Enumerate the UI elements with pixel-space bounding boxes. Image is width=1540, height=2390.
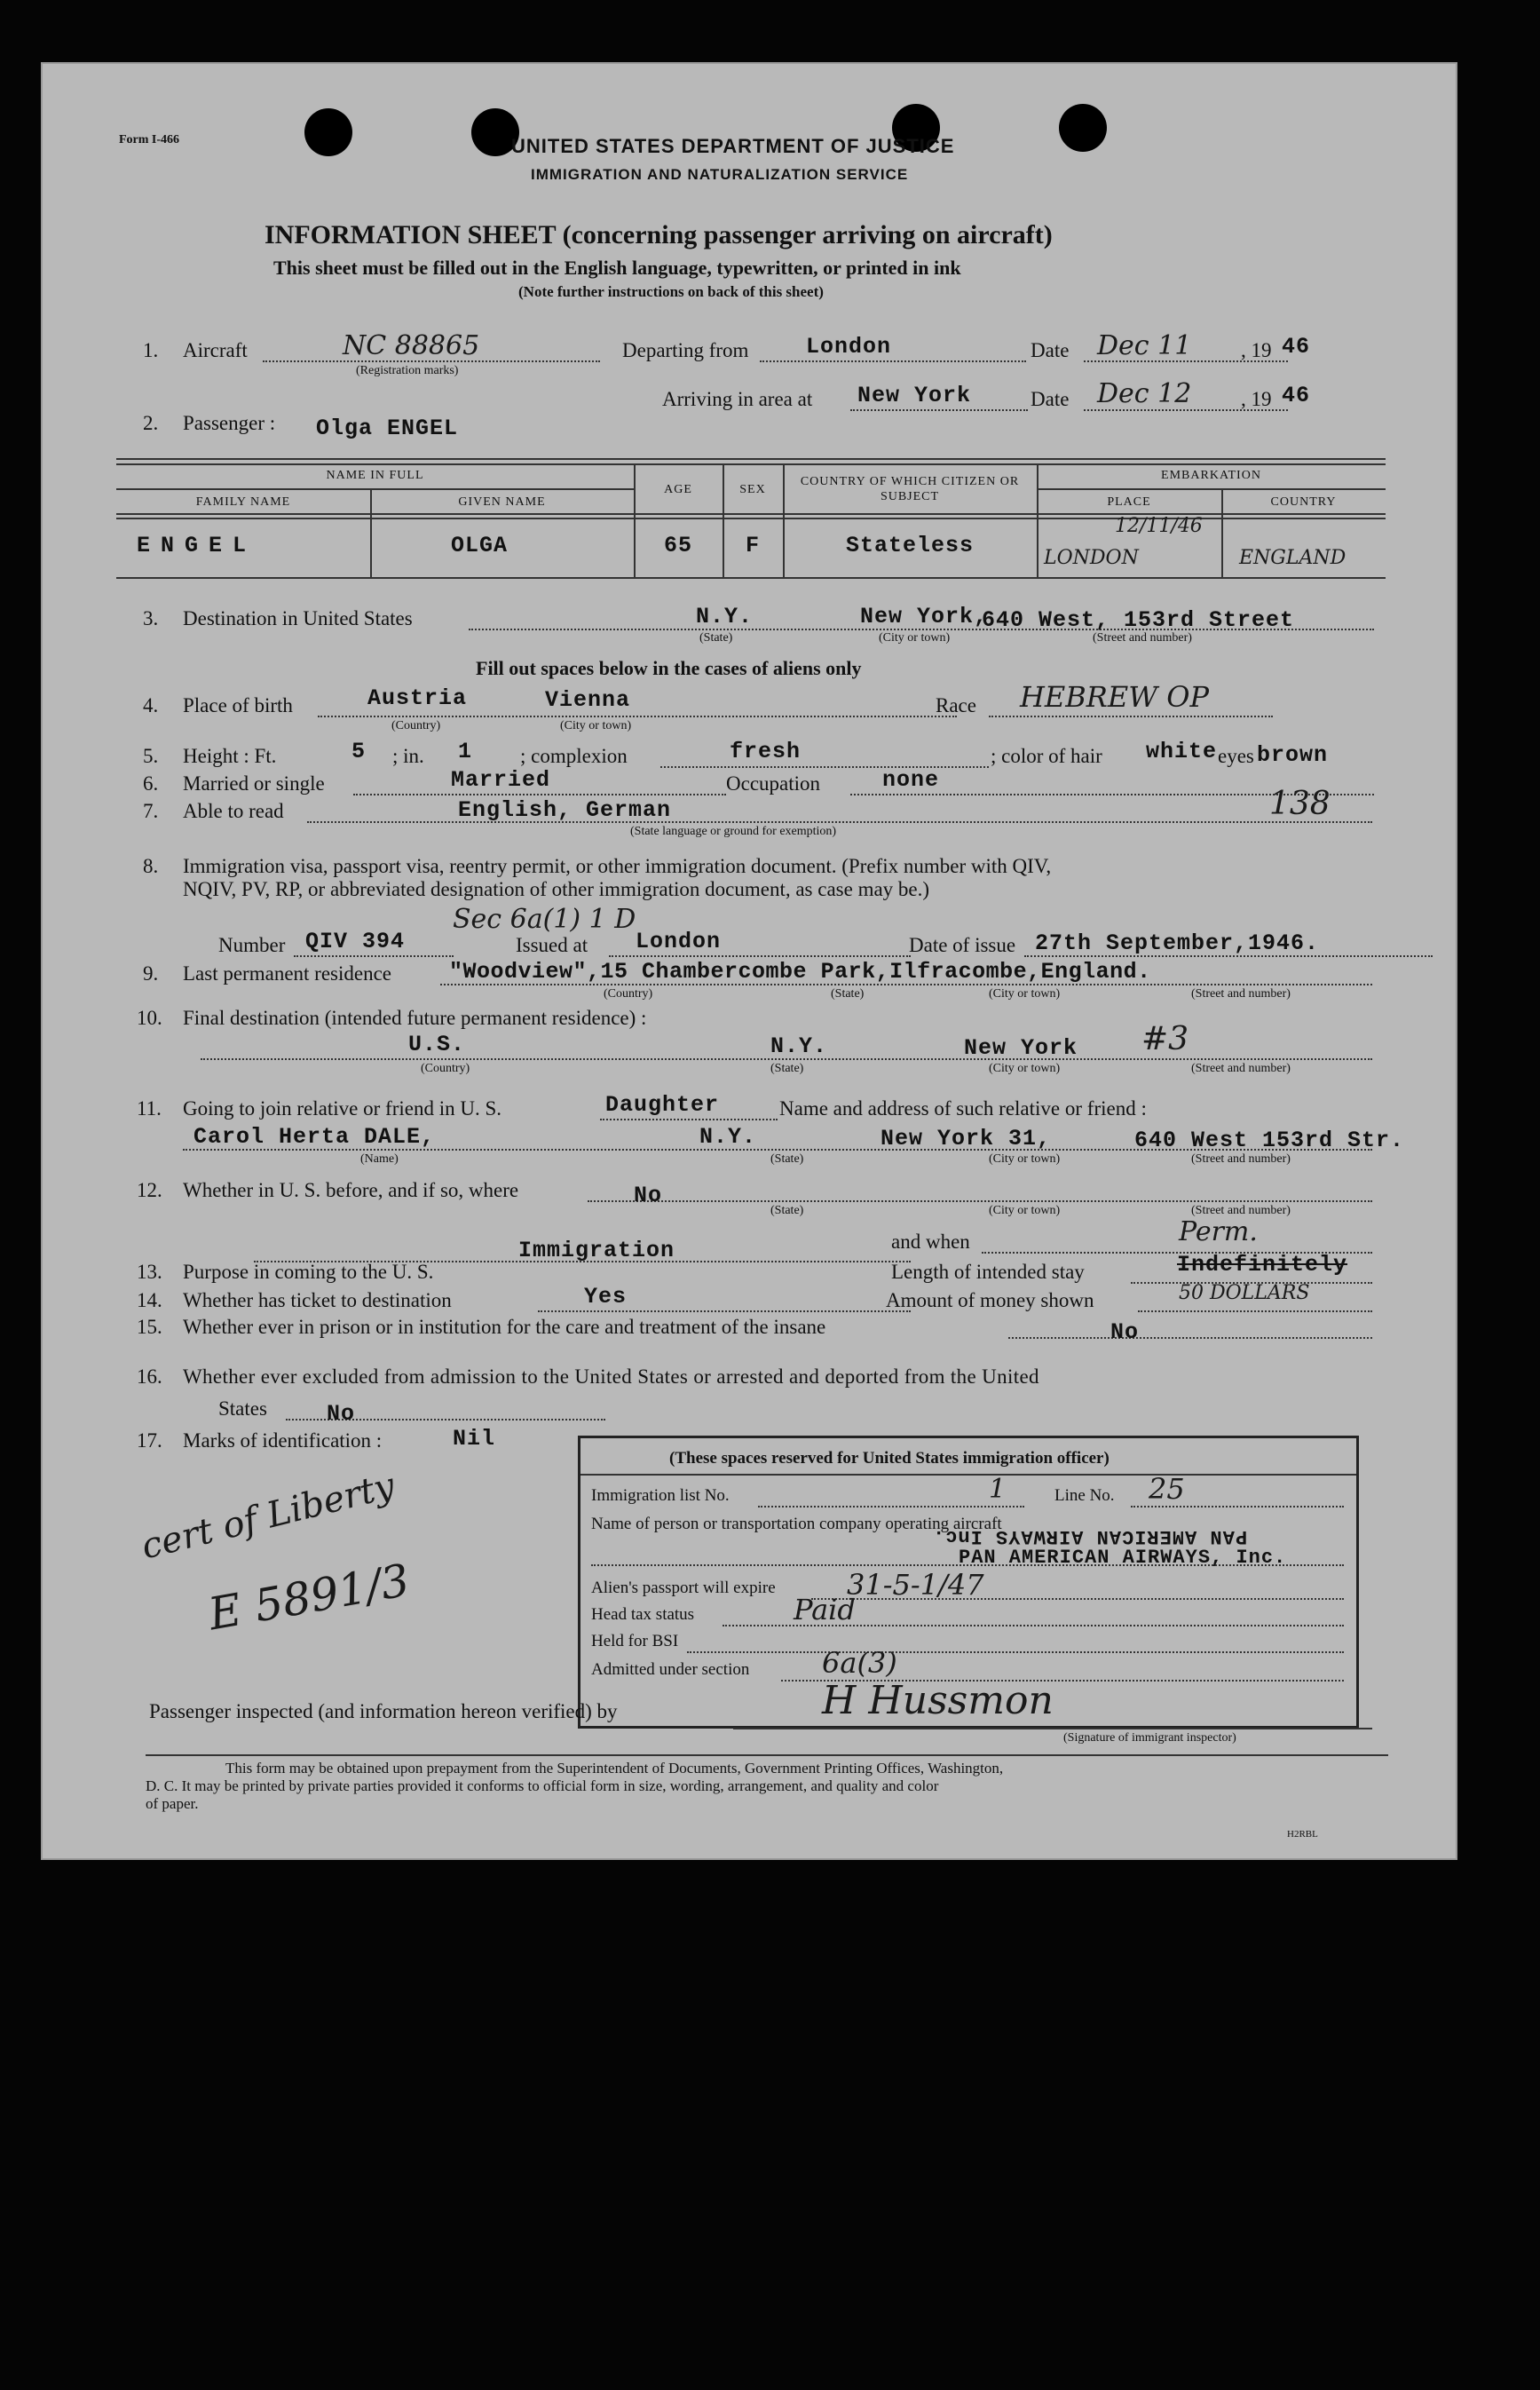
passenger-label: Passenger : — [183, 412, 276, 434]
arrival-year: 46 — [1282, 383, 1311, 408]
item-number: 3. — [143, 607, 159, 629]
company-stamp-inverted: PAN AMERICAN AIRWAYS Inc. — [932, 1525, 1248, 1547]
prison-value: No — [1110, 1319, 1140, 1345]
signature-caption: (Signature of immigrant inspector) — [1063, 1731, 1236, 1745]
birth-country: Austria — [367, 685, 468, 711]
destination-state: N.Y. — [696, 604, 754, 629]
arrival-date: Dec 12 — [1097, 378, 1192, 409]
item-number: 5. — [143, 745, 159, 767]
sex-header: SEX — [739, 483, 766, 496]
aircraft-caption: (Registration marks) — [356, 364, 459, 377]
aliens-only-note: Fill out spaces below in the cases of aliens only — [476, 657, 862, 679]
item-number: 7. — [143, 800, 159, 822]
caption-state: (State) — [770, 1204, 804, 1217]
birth-city: Vienna — [545, 687, 631, 713]
race-label: Race — [936, 694, 976, 716]
and-when-label: and when — [891, 1231, 970, 1253]
name-in-full-header: NAME IN FULL — [326, 469, 424, 482]
issue-date-value: 27th September,1946. — [1035, 930, 1320, 956]
languages-caption: (State language or ground for exemption) — [630, 825, 837, 838]
list-value: 1 — [989, 1474, 1007, 1505]
occupation-value: none — [882, 767, 940, 793]
birth-place-label: Place of birth — [183, 694, 293, 716]
caption-state: (State) — [770, 1152, 804, 1166]
marital-value: Married — [451, 767, 551, 793]
passenger-value: Olga ENGEL — [316, 415, 459, 441]
given-name-header: GIVEN NAME — [458, 495, 546, 509]
ticket-label: Whether has ticket to destination — [183, 1289, 452, 1311]
relation-value: Daughter — [605, 1092, 720, 1118]
sex-value: F — [745, 533, 760, 558]
caption-city: (City or town) — [989, 987, 1061, 1001]
visa-text-line2: NQIV, PV, RP, or abbreviated designation of other immigration document, as case may be.) — [183, 878, 930, 900]
embark-country: ENGLAND — [1239, 547, 1347, 569]
marital-label: Married or single — [183, 772, 325, 795]
item-number: 11. — [137, 1097, 162, 1120]
country-header: COUNTRY — [1270, 495, 1337, 509]
hair-value: white — [1146, 739, 1218, 764]
departing-value: London — [806, 334, 892, 360]
permanent-note: Perm. — [1179, 1216, 1258, 1247]
item-number: 12. — [137, 1179, 162, 1201]
visa-annotation: Sec 6a(1) 1 D — [453, 904, 636, 935]
caption-state: (State) — [699, 631, 733, 645]
caption-street: (Street and number) — [1191, 1062, 1291, 1075]
citizen-value: Stateless — [845, 533, 975, 558]
stay-label: Length of intended stay — [891, 1261, 1085, 1283]
relative-city: New York 31, — [881, 1126, 1052, 1151]
arriving-label: Arriving in area at — [662, 388, 813, 410]
place-header: PLACE — [1107, 495, 1151, 509]
race-value: HEBREW OP — [1020, 680, 1210, 714]
complexion-label: ; complexion — [520, 745, 628, 767]
ticket-value: Yes — [584, 1284, 628, 1310]
caption-street: (Street and number) — [1191, 1152, 1291, 1166]
embark-place: LONDON — [1044, 547, 1139, 569]
company-label: Name of person or transportation company operating aircraft — [591, 1515, 1002, 1533]
marks-value: Nil — [453, 1426, 496, 1452]
destination-label: Destination in United States — [183, 607, 413, 629]
punch-hole — [304, 108, 352, 156]
purpose-value: Immigration — [518, 1238, 675, 1263]
embark-date: 12/11/46 — [1115, 515, 1203, 537]
line-value: 25 — [1149, 1472, 1185, 1506]
item-number: 13. — [137, 1261, 162, 1283]
form-instruction: This sheet must be filled out in the English language, typewritten, or printed in ink — [273, 257, 961, 279]
age-header: AGE — [664, 483, 692, 496]
read-label: Able to read — [183, 800, 284, 822]
excluded-label2: States — [218, 1397, 267, 1420]
caption-country: (Country) — [421, 1062, 470, 1075]
marks-label: Marks of identification : — [183, 1429, 383, 1452]
departure-date: Dec 11 — [1097, 330, 1192, 361]
item-number: 2. — [143, 412, 159, 434]
admitted-section-value: 6a(3) — [822, 1646, 897, 1680]
hair-label: ; color of hair — [991, 745, 1102, 767]
money-label: Amount of money shown — [886, 1289, 1094, 1311]
caption-state: (State) — [770, 1062, 804, 1075]
visa-number: QIV 394 — [305, 929, 406, 954]
us-before-value: No — [634, 1183, 663, 1208]
height-feet: 5 — [351, 739, 367, 764]
item-number: 16. — [137, 1365, 162, 1388]
destination-city: New York, — [860, 604, 989, 629]
inspector-signature: H Hussmon — [822, 1678, 1054, 1723]
service-name: IMMIGRATION AND NATURALIZATION SERVICE — [531, 166, 909, 183]
issued-value: London — [636, 929, 722, 954]
eyes-label: eyes — [1218, 745, 1254, 767]
excluded-value: No — [327, 1401, 356, 1427]
final-street: #3 — [1141, 1021, 1189, 1057]
height-label: Height : Ft. — [183, 745, 277, 767]
caption-street: (Street and number) — [1093, 631, 1192, 645]
printer-mark: H2RBL — [1287, 1829, 1318, 1840]
form-number: Form I-466 — [119, 133, 180, 146]
destination-street: 640 West, 153rd Street — [982, 607, 1295, 633]
form-sheet — [41, 62, 1457, 1860]
residence-value: "Woodview",15 Chambercombe Park,Ilfracombe,England. — [449, 959, 1151, 985]
family-name-header: FAMILY NAME — [195, 495, 291, 509]
given-name-value: OLGA — [451, 533, 509, 558]
final-city: New York — [964, 1035, 1078, 1061]
bsi-label: Held for BSI — [591, 1632, 679, 1650]
caption-city: (City or town) — [989, 1152, 1061, 1166]
year-prefix: , 19 — [1241, 339, 1272, 361]
margin-note-certificate: cert of Liberty — [137, 1465, 399, 1568]
form-note: (Note further instructions on back of this sheet) — [518, 283, 824, 300]
occupation-label: Occupation — [726, 772, 821, 795]
us-before-label: Whether in U. S. before, and if so, where — [183, 1179, 519, 1201]
caption-city: (City or town) — [879, 631, 951, 645]
item-number: 9. — [143, 962, 159, 985]
department-name: UNITED STATES DEPARTMENT OF JUSTICE — [511, 135, 955, 157]
citizen-header: COUNTRY OF WHICH CITIZEN OR SUBJECT — [800, 475, 1020, 503]
inspected-label: Passenger inspected (and information hereon verified) by — [149, 1700, 618, 1722]
margin-number: 138 — [1269, 786, 1331, 822]
margin-note-number: E 5891/3 — [204, 1554, 414, 1641]
departing-label: Departing from — [622, 339, 749, 361]
officer-box-title: (These spaces reserved for United States immigration officer) — [669, 1449, 1110, 1468]
item-number: 6. — [143, 772, 159, 795]
inches-label: ; in. — [392, 745, 424, 767]
prison-label: Whether ever in prison or in institution for the care and treatment of the insane — [183, 1316, 826, 1338]
stay-value: Indefinitely — [1177, 1252, 1348, 1278]
departure-year: 46 — [1282, 334, 1311, 360]
final-country: U.S. — [408, 1032, 466, 1057]
languages-value: English, German — [458, 797, 672, 823]
item-number: 10. — [137, 1007, 162, 1029]
year2-prefix: , 19 — [1241, 388, 1272, 410]
join-label: Going to join relative or friend in U. S. — [183, 1097, 501, 1120]
item-number: 15. — [137, 1316, 162, 1338]
head-tax-label: Head tax status — [591, 1605, 695, 1624]
footer-line3: of paper. — [146, 1795, 199, 1812]
head-tax-value: Paid — [794, 1593, 856, 1626]
relative-street: 640 West 153rd Str. — [1134, 1128, 1405, 1153]
item-number: 17. — [137, 1429, 162, 1452]
list-label: Immigration list No. — [591, 1486, 730, 1505]
complexion-value: fresh — [730, 739, 802, 764]
caption-name: (Name) — [360, 1152, 399, 1166]
aircraft-label: Aircraft — [183, 339, 248, 361]
item-number: 4. — [143, 694, 159, 716]
caption-street: (Street and number) — [1191, 987, 1291, 1001]
money-value: 50 DOLLARS — [1179, 1282, 1310, 1304]
company-stamp: PAN AMERICAN AIRWAYS, Inc. — [959, 1547, 1287, 1569]
caption-city: (City or town) — [989, 1062, 1061, 1075]
purpose-label: Purpose in coming to the U. S. — [183, 1261, 434, 1283]
final-state: N.Y. — [770, 1033, 828, 1059]
item-number: 14. — [137, 1289, 162, 1311]
form-title: INFORMATION SHEET (concerning passenger arriving on aircraft) — [265, 220, 1053, 249]
residence-label: Last permanent residence — [183, 962, 391, 985]
footer-line1: This form may be obtained upon prepayment from the Superintendent of Documents, Government Printing Offices, Washington, — [225, 1760, 1004, 1777]
caption-city: (City or town) — [560, 719, 632, 732]
caption-country: (Country) — [391, 719, 441, 732]
item-number: 8. — [143, 855, 159, 877]
date2-label: Date — [1031, 388, 1070, 410]
caption-country: (Country) — [604, 987, 653, 1001]
aircraft-value: NC 88865 — [343, 330, 480, 361]
excluded-label: Whether ever excluded from admission to the United States or arrested and deported from the United — [183, 1365, 1039, 1388]
date-label: Date — [1031, 339, 1070, 361]
height-inches: 1 — [458, 739, 473, 764]
relative-address-label: Name and address of such relative or friend : — [779, 1097, 1147, 1120]
line-label: Line No. — [1054, 1486, 1115, 1505]
caption-street: (Street and number) — [1191, 1204, 1291, 1217]
item-number: 1. — [143, 339, 159, 361]
passport-expire-value: 31-5-1/47 — [847, 1568, 984, 1602]
number-label: Number — [218, 934, 286, 956]
relative-state: N.Y. — [699, 1124, 757, 1150]
visa-text-line1: Immigration visa, passport visa, reentry permit, or other immigration document. (Prefix number with QIV, — [183, 855, 1052, 877]
family-name-value: ENGEL — [137, 533, 257, 558]
punch-hole — [1059, 104, 1107, 152]
issued-label: Issued at — [516, 934, 588, 956]
arriving-value: New York — [857, 383, 972, 408]
issue-date-label: Date of issue — [909, 934, 1016, 956]
relative-name: Carol Herta DALE, — [193, 1124, 436, 1150]
caption-state: (State) — [831, 987, 865, 1001]
eyes-value: brown — [1257, 742, 1329, 768]
footer-line2: D. C. It may be printed by private parties provided it conforms to official form in size, wording, arrangement, and quality and color — [146, 1777, 939, 1794]
embarkation-header: EMBARKATION — [1161, 469, 1261, 482]
final-destination-label: Final destination (intended future permanent residence) : — [183, 1007, 647, 1029]
passport-expire-label: Alien's passport will expire — [591, 1579, 776, 1597]
caption-city: (City or town) — [989, 1204, 1061, 1217]
admitted-section-label: Admitted under section — [591, 1660, 750, 1679]
age-value: 65 — [663, 533, 692, 558]
